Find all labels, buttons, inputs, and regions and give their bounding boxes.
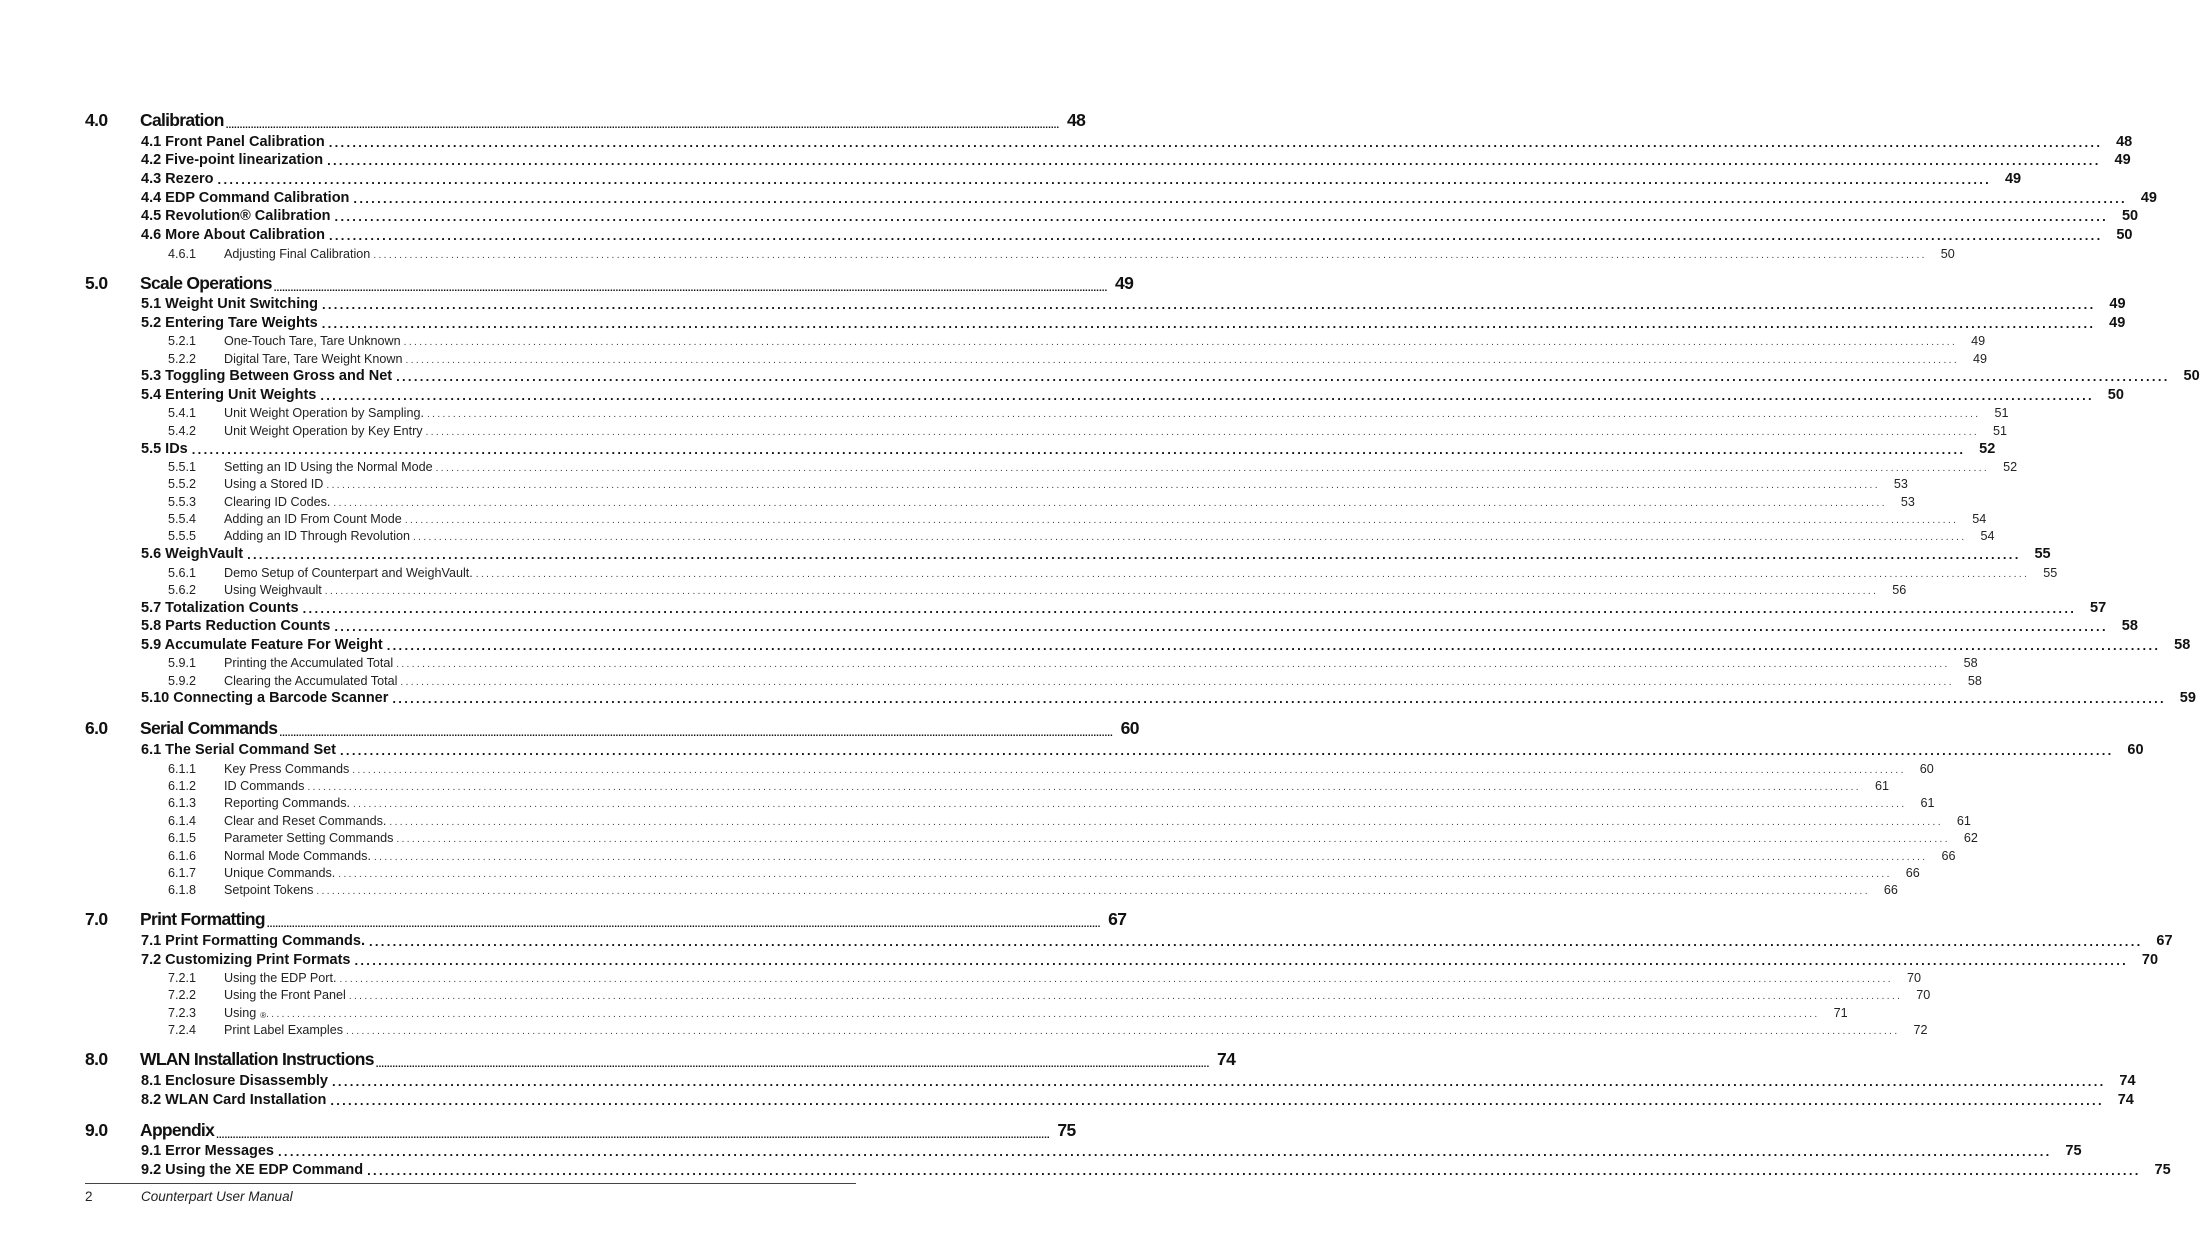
toc-entry-title: 4.2 Five-point linearization bbox=[141, 152, 324, 169]
toc-entry-title: 8.2 WLAN Card Installation bbox=[141, 1091, 327, 1108]
toc-entry-page: 74 bbox=[1216, 1049, 1236, 1070]
toc-entry-page: 50 bbox=[2183, 368, 2200, 385]
toc-sub-7-2-2[interactable] bbox=[85, 985, 1931, 1003]
toc-entry-page: 49 bbox=[2004, 171, 2022, 188]
toc-entry-page: 58 bbox=[1967, 673, 1982, 688]
toc-entry-title: 5.5 IDs bbox=[141, 440, 188, 457]
toc-section-5-9[interactable] bbox=[85, 634, 2191, 653]
toc-dot-leader: ............................................................................................................................................................................................................................................................................................................ bbox=[348, 991, 1903, 1003]
toc-dot-leader: ............................................................................................................................................................................................................................................................................................................ bbox=[302, 600, 2077, 616]
toc-sub-5-4-2[interactable] bbox=[85, 420, 2008, 438]
toc-sub-6-1-1[interactable] bbox=[85, 758, 1934, 776]
toc-dot-leader: ............................................................................................................................................................................................................................................................................................................ bbox=[328, 134, 2103, 150]
toc-dot-leader: ............................................................................................................................................................................................................................................................................................................ bbox=[352, 764, 1906, 776]
toc-dot-leader: ............................................................................................................................................................................................................................................................................................................ bbox=[334, 209, 2109, 225]
toc-entry-page: 60 bbox=[2127, 742, 2144, 759]
toc-entry-number: 9.0 bbox=[85, 1119, 108, 1140]
toc-dot-leader: ............................................................................................................................................................................................................................................................................................................ bbox=[316, 886, 1870, 898]
toc-sub-5-9-2[interactable] bbox=[85, 670, 1982, 688]
toc-section-5-8[interactable] bbox=[85, 616, 2138, 635]
toc-entry-title: 4.1 Front Panel Calibration bbox=[141, 133, 325, 150]
toc-entry-number: 5.2.2 bbox=[168, 351, 197, 366]
toc-section-8-1[interactable] bbox=[85, 1070, 2136, 1089]
toc-entry-number: 5.5.3 bbox=[168, 494, 197, 509]
toc-entry-title: Print Formatting bbox=[140, 909, 265, 930]
toc-entry-page: 71 bbox=[1833, 1005, 1848, 1020]
toc-entry-title: Appendix bbox=[140, 1119, 215, 1140]
toc-entry-title: Using bbox=[224, 1005, 257, 1020]
toc-sub-5-2-1[interactable] bbox=[85, 331, 1986, 349]
toc-sub-5-5-4[interactable] bbox=[85, 509, 1987, 527]
toc-entry-number: 5.6.2 bbox=[168, 582, 197, 597]
toc-dot-leader: ............................................................................................................................................................................................................................................................................................................ bbox=[225, 120, 1060, 131]
toc-sub-7-2-1[interactable] bbox=[85, 968, 1921, 986]
toc-entry-number: 5.6.1 bbox=[168, 565, 197, 580]
toc-sub-6-1-3[interactable] bbox=[85, 793, 1935, 811]
toc-entry-title: 5.1 Weight Unit Switching bbox=[141, 296, 318, 313]
toc-sub-6-1-4[interactable] bbox=[85, 810, 1971, 828]
toc-dot-leader: ............................................................................................................................................................................................................................................................................................................ bbox=[373, 249, 1927, 261]
toc-entry-title: 5.8 Parts Reduction Counts bbox=[141, 618, 331, 635]
toc-dot-leader: ............................................................................................................................................................................................................................................................................................................ bbox=[320, 388, 2094, 404]
toc-sub-5-5-2[interactable] bbox=[85, 474, 1908, 492]
toc-entry-number: 8.0 bbox=[85, 1049, 108, 1070]
toc-entry-title: 5.6 WeighVault bbox=[141, 546, 244, 563]
toc-entry-page: 58 bbox=[2121, 618, 2138, 635]
toc-section-4-6[interactable] bbox=[85, 224, 2133, 244]
toc-entry-number: 5.9.1 bbox=[168, 656, 197, 671]
toc-entry-page: 52 bbox=[2003, 459, 2018, 474]
toc-dot-leader: ............................................................................................................................................................................................................................................................................................................ bbox=[475, 568, 2030, 580]
toc-entry-page: 50 bbox=[1940, 246, 1955, 261]
toc-sub-7-2-3[interactable] bbox=[85, 1002, 1848, 1020]
toc-dot-leader: ............................................................................................................................................................................................................................................................................................................ bbox=[247, 547, 2021, 563]
toc-dot-leader: ............................................................................................................................................................................................................................................................................................................ bbox=[367, 1162, 2141, 1178]
toc-entry-number: 6.1.8 bbox=[168, 883, 197, 898]
toc-dot-leader: ............................................................................................................................................................................................................................................................................................................ bbox=[400, 676, 1954, 688]
footer-divider bbox=[85, 1183, 856, 1184]
toc-entry-page: 67 bbox=[1108, 909, 1127, 930]
toc-entry-number: 5.5.4 bbox=[168, 512, 197, 527]
toc-entry-page: 49 bbox=[1971, 334, 1986, 349]
toc-entry-number: 7.2.4 bbox=[168, 1023, 197, 1038]
toc-entry-title: Parameter Setting Commands bbox=[224, 831, 394, 846]
footer-manual-title: Counterpart User Manual bbox=[141, 1189, 293, 1204]
toc-entry-page: 54 bbox=[1972, 512, 1987, 527]
toc-chapter-7-0[interactable] bbox=[85, 905, 1127, 931]
toc-section-5-7[interactable] bbox=[85, 597, 2107, 616]
toc-entry-title: WLAN Installation Instructions bbox=[140, 1049, 374, 1070]
toc-entry-number: 4.0 bbox=[85, 110, 108, 130]
toc-dot-leader: ............................................................................................................................................................................................................................................................................................................ bbox=[330, 1092, 2104, 1108]
toc-entry-page: 51 bbox=[1994, 406, 2009, 421]
toc-section-5-4[interactable] bbox=[85, 384, 2124, 404]
toc-section-8-2[interactable] bbox=[85, 1089, 2134, 1108]
toc-entry-title: 5.2 Entering Tare Weights bbox=[141, 314, 318, 331]
toc-section-5-6[interactable] bbox=[85, 543, 2051, 563]
toc-entry-title: 9.1 Error Messages bbox=[141, 1143, 274, 1160]
toc-dot-leader: ............................................................................................................................................................................................................................................................................................................ bbox=[392, 691, 2166, 707]
toc-section-4-1[interactable] bbox=[85, 131, 2133, 150]
toc-chapter-8-0[interactable] bbox=[85, 1045, 1236, 1071]
toc-dot-leader: ............................................................................................................................................................................................................................................................................................................ bbox=[405, 354, 1960, 366]
toc-section-5-3[interactable] bbox=[85, 366, 2200, 385]
toc-entry-page: 60 bbox=[1120, 718, 1139, 739]
toc-dot-leader: ............................................................................................................................................................................................................................................................................................................ bbox=[307, 781, 1861, 793]
toc-section-9-2[interactable] bbox=[85, 1159, 2171, 1178]
toc-entry-number: 6.1.6 bbox=[168, 848, 197, 863]
toc-dot-leader: ............................................................................................................................................................................................................................................................................................................ bbox=[426, 409, 1981, 421]
toc-dot-leader: ............................................................................................................................................................................................................................................................................................................ bbox=[333, 497, 1887, 509]
toc-entry-number: 5.4.2 bbox=[168, 423, 197, 438]
toc-dot-leader: ............................................................................................................................................................................................................................................................................................................ bbox=[340, 743, 2114, 759]
toc-section-4-4[interactable] bbox=[85, 187, 2157, 206]
toc-sub-4-6-1[interactable] bbox=[85, 243, 1955, 261]
toc-sub-6-1-6[interactable] bbox=[85, 845, 1956, 863]
toc-entry-number: 5.2.1 bbox=[168, 334, 197, 349]
toc-dot-leader: ............................................................................................................................................................................................................................................................................................................ bbox=[266, 1008, 1820, 1020]
toc-entry-title: Print Label Examples bbox=[224, 1023, 344, 1038]
toc-entry-title: Key Press Commands bbox=[224, 761, 350, 776]
toc-entry-number: 4.6.1 bbox=[168, 246, 197, 261]
toc-entry-page: 74 bbox=[2119, 1072, 2136, 1089]
registered-mark: ® bbox=[260, 1010, 267, 1020]
toc-dot-leader: ............................................................................................................................................................................................................................................................................................................ bbox=[425, 426, 1980, 438]
toc-entry-number: 6.0 bbox=[85, 718, 108, 739]
toc-entry-title: Unit Weight Operation by Key Entry bbox=[224, 423, 423, 438]
toc-entry-page: 49 bbox=[1115, 272, 1134, 293]
toc-sub-6-1-5[interactable] bbox=[85, 828, 1978, 846]
toc-chapter-5-0[interactable] bbox=[85, 269, 1134, 294]
toc-entry-title: 7.2 Customizing Print Formats bbox=[141, 951, 351, 968]
toc-entry-number: 5.5.1 bbox=[168, 459, 197, 474]
toc-entry-number: 6.1.5 bbox=[168, 831, 197, 846]
toc-entry-page: 56 bbox=[1892, 582, 1907, 597]
toc-dot-leader: ............................................................................................................................................................................................................................................................................................................ bbox=[396, 369, 2170, 385]
toc-entry-title: 5.4 Entering Unit Weights bbox=[141, 387, 317, 404]
toc-dot-leader: ............................................................................................................................................................................................................................................................................................................ bbox=[375, 1059, 1210, 1071]
toc-entry-number: 5.0 bbox=[85, 272, 108, 293]
toc-entry-title: Calibration bbox=[140, 110, 224, 130]
toc-dot-leader: ............................................................................................................................................................................................................................................................................................................ bbox=[389, 816, 1943, 828]
toc-entry-page: 61 bbox=[1956, 813, 1971, 828]
toc-entry-title: 9.2 Using the XE EDP Command bbox=[141, 1161, 364, 1178]
toc-entry-page: 55 bbox=[2043, 565, 2058, 580]
toc-dot-leader: ............................................................................................................................................................................................................................................................................................................ bbox=[321, 297, 2096, 313]
toc-entry-title: Demo Setup of Counterpart and WeighVault. bbox=[224, 565, 473, 580]
toc-entry-page: 66 bbox=[1883, 883, 1898, 898]
toc-entry-number: 7.2.1 bbox=[168, 971, 197, 986]
toc-dot-leader: ............................................................................................................................................................................................................................................................................................................ bbox=[403, 337, 1958, 349]
toc-sub-5-2-2[interactable] bbox=[85, 348, 1988, 366]
toc-entry-page: 50 bbox=[2116, 227, 2133, 244]
toc-entry-page: 75 bbox=[1057, 1119, 1076, 1140]
toc-entry-title: Using Weighvault bbox=[224, 582, 322, 597]
toc-entry-page: 52 bbox=[1979, 440, 1996, 457]
toc-entry-title: Using a Stored ID bbox=[224, 477, 324, 492]
toc-entry-title: 5.3 Toggling Between Gross and Net bbox=[141, 368, 393, 385]
toc-entry-number: 7.2.3 bbox=[168, 1005, 197, 1020]
toc-entry-title: Printing the Accumulated Total bbox=[224, 656, 394, 671]
toc-dot-leader: ............................................................................................................................................................................................................................................................................................................ bbox=[321, 315, 2096, 331]
toc-entry-number: 6.1.2 bbox=[168, 778, 197, 793]
toc-section-7-1[interactable] bbox=[85, 930, 2173, 949]
toc-sub-5-6-1[interactable] bbox=[85, 562, 2058, 580]
toc-entry-title: 4.4 EDP Command Calibration bbox=[141, 189, 350, 206]
toc-entry-page: 61 bbox=[1874, 778, 1889, 793]
toc-dot-leader: ............................................................................................................................................................................................................................................................................................................ bbox=[339, 974, 1893, 986]
toc-dot-leader: ............................................................................................................................................................................................................................................................................................................ bbox=[396, 834, 1950, 846]
toc-dot-leader: ............................................................................................................................................................................................................................................................................................................ bbox=[404, 515, 1959, 527]
toc-section-7-2[interactable] bbox=[85, 949, 2159, 968]
toc-dot-leader: ............................................................................................................................................................................................................................................................................................................ bbox=[278, 1144, 2052, 1160]
toc-dot-leader: ............................................................................................................................................................................................................................................................................................................ bbox=[266, 919, 1101, 931]
toc-dot-leader: ............................................................................................................................................................................................................................................................................................................ bbox=[435, 462, 1990, 474]
toc-dot-leader: ............................................................................................................................................................................................................................................................................................................ bbox=[332, 1073, 2106, 1089]
toc-entry-number: 7.0 bbox=[85, 909, 108, 930]
toc-entry-title: 5.9 Accumulate Feature For Weight bbox=[141, 637, 383, 653]
toc-entry-page: 49 bbox=[1973, 351, 1988, 366]
toc-entry-title: 6.1 The Serial Command Set bbox=[141, 742, 337, 759]
toc-entry-page: 54 bbox=[1980, 529, 1995, 544]
toc-section-4-2[interactable] bbox=[85, 150, 2131, 169]
toc-entry-page: 49 bbox=[2109, 314, 2126, 331]
toc-entry-title: 4.6 More About Calibration bbox=[141, 227, 325, 244]
toc-chapter-6-0[interactable] bbox=[85, 714, 1139, 740]
toc-entry-page: 49 bbox=[2140, 189, 2157, 206]
toc-entry-page: 55 bbox=[2034, 546, 2051, 563]
toc-entry-title: Reporting Commands. bbox=[224, 796, 350, 811]
toc-dot-leader: ............................................................................................................................................................................................................................................................................................................ bbox=[273, 282, 1108, 294]
toc-dot-leader: ............................................................................................................................................................................................................................................................................................................ bbox=[373, 851, 1928, 863]
toc-entry-title: 8.1 Enclosure Disassembly bbox=[141, 1072, 328, 1089]
toc-entry-title: 5.7 Totalization Counts bbox=[141, 599, 299, 616]
toc-entry-title: ID Commands bbox=[224, 778, 305, 793]
table-of-contents bbox=[85, 106, 2200, 1178]
toc-entry-title: Scale Operations bbox=[140, 272, 272, 293]
toc-section-9-1[interactable] bbox=[85, 1141, 2082, 1160]
toc-entry-page: 51 bbox=[1993, 423, 2008, 438]
toc-section-5-10[interactable] bbox=[85, 688, 2196, 707]
toc-dot-leader: ............................................................................................................................................................................................................................................................................................................ bbox=[354, 952, 2129, 968]
toc-entry-title: 4.5 Revolution® Calibration bbox=[141, 208, 331, 225]
toc-dot-leader: ............................................................................................................................................................................................................................................................................................................ bbox=[216, 1129, 1050, 1141]
toc-dot-leader: ............................................................................................................................................................................................................................................................................................................ bbox=[413, 532, 1967, 544]
toc-entry-title: Setting an ID Using the Normal Mode bbox=[224, 459, 433, 474]
toc-entry-page: 50 bbox=[2121, 208, 2139, 225]
toc-dot-leader: ............................................................................................................................................................................................................................................................................................................ bbox=[386, 638, 2161, 653]
toc-dot-leader: ............................................................................................................................................................................................................................................................................................................ bbox=[327, 153, 2101, 169]
toc-entry-title: 5.10 Connecting a Barcode Scanner bbox=[141, 690, 389, 707]
toc-entry-title: Serial Commands bbox=[140, 718, 278, 739]
toc-entry-page: 61 bbox=[1920, 796, 1935, 811]
toc-dot-leader: ............................................................................................................................................................................................................................................................................................................ bbox=[353, 799, 1907, 811]
toc-sub-5-5-5[interactable] bbox=[85, 526, 1995, 544]
toc-sub-5-5-3[interactable] bbox=[85, 491, 1915, 509]
toc-entry-page: 62 bbox=[1963, 831, 1978, 846]
toc-entry-page: 72 bbox=[1913, 1023, 1928, 1038]
toc-entry-page: 66 bbox=[1905, 865, 1920, 880]
toc-entry-number: 6.1.3 bbox=[168, 796, 197, 811]
toc-dot-leader: ............................................................................................................................................................................................................................................................................................................ bbox=[338, 868, 1892, 880]
toc-entry-title: Digital Tare, Tare Weight Known bbox=[224, 351, 403, 366]
toc-entry-number: 5.4.1 bbox=[168, 406, 197, 421]
toc-sub-7-2-4[interactable] bbox=[85, 1020, 1928, 1038]
toc-dot-leader: ............................................................................................................................................................................................................................................................................................................ bbox=[324, 585, 1879, 597]
footer-page-number: 2 bbox=[85, 1189, 93, 1204]
toc-entry-page: 58 bbox=[1963, 656, 1978, 671]
toc-entry-page: 60 bbox=[1919, 761, 1934, 776]
toc-entry-page: 58 bbox=[2174, 637, 2191, 653]
toc-entry-number: 6.1.1 bbox=[168, 761, 197, 776]
toc-dot-leader: ............................................................................................................................................................................................................................................................................................................ bbox=[217, 172, 1992, 188]
toc-section-5-5[interactable] bbox=[85, 438, 1996, 457]
toc-chapter-4-0[interactable] bbox=[85, 106, 1086, 131]
toc-entry-page: 75 bbox=[2065, 1143, 2082, 1160]
toc-sub-5-6-2[interactable] bbox=[85, 580, 1907, 597]
toc-entry-number: 7.2.2 bbox=[168, 988, 197, 1003]
toc-dot-leader: ............................................................................................................................................................................................................................................................................................................ bbox=[346, 1026, 1900, 1038]
toc-entry-page: 70 bbox=[2141, 951, 2159, 968]
toc-entry-number: 6.1.7 bbox=[168, 865, 197, 880]
toc-chapter-9-0[interactable] bbox=[85, 1116, 1076, 1141]
toc-entry-page: 53 bbox=[1893, 477, 1908, 492]
toc-entry-title: Clear and Reset Commands. bbox=[224, 813, 387, 828]
toc-entry-title: Normal Mode Commands. bbox=[224, 848, 371, 863]
toc-dot-leader: ............................................................................................................................................................................................................................................................................................................ bbox=[328, 228, 2103, 244]
toc-entry-title: One-Touch Tare, Tare Unknown bbox=[224, 334, 401, 349]
toc-entry-title: Using the EDP Port. bbox=[224, 971, 337, 986]
toc-sub-5-5-1[interactable] bbox=[85, 457, 2018, 474]
toc-entry-title: Setpoint Tokens bbox=[224, 883, 314, 898]
toc-entry-title: Unique Commands. bbox=[224, 865, 336, 880]
toc-entry-page: 48 bbox=[1066, 110, 1086, 130]
toc-section-6-1[interactable] bbox=[85, 739, 2144, 759]
toc-sub-6-1-8[interactable] bbox=[85, 880, 1898, 898]
toc-entry-title: 7.1 Print Formatting Commands. bbox=[141, 932, 365, 949]
toc-entry-page: 48 bbox=[2116, 133, 2133, 150]
toc-entry-title: Clearing the Accumulated Total bbox=[224, 673, 398, 688]
toc-entry-title: Using the Front Panel bbox=[224, 988, 346, 1003]
toc-sub-6-1-7[interactable] bbox=[85, 863, 1920, 880]
toc-entry-number: 5.9.2 bbox=[168, 673, 197, 688]
toc-entry-page: 49 bbox=[2109, 296, 2126, 313]
toc-section-5-1[interactable] bbox=[85, 294, 2126, 313]
toc-dot-leader: ............................................................................................................................................................................................................................................................................................................ bbox=[396, 659, 1950, 671]
toc-entry-page: 57 bbox=[2090, 599, 2107, 616]
toc-entry-page: 49 bbox=[2114, 152, 2131, 169]
toc-entry-page: 53 bbox=[1900, 494, 1915, 509]
toc-section-4-3[interactable] bbox=[85, 168, 2022, 188]
toc-entry-number: 5.5.5 bbox=[168, 529, 197, 544]
toc-sub-5-4-1[interactable] bbox=[85, 403, 2009, 421]
toc-dot-leader: ............................................................................................................................................................................................................................................................................................................ bbox=[191, 441, 1966, 457]
toc-dot-leader: ............................................................................................................................................................................................................................................................................................................ bbox=[353, 190, 2127, 206]
toc-entry-title: Adjusting Final Calibration bbox=[224, 246, 371, 261]
toc-sub-5-9-1[interactable] bbox=[85, 653, 1978, 671]
toc-dot-leader: ............................................................................................................................................................................................................................................................................................................ bbox=[334, 619, 2108, 635]
toc-sub-6-1-2[interactable] bbox=[85, 776, 1889, 793]
toc-section-4-5[interactable] bbox=[85, 206, 2139, 225]
toc-entry-page: 59 bbox=[2179, 690, 2196, 707]
toc-section-5-2[interactable] bbox=[85, 312, 2126, 331]
toc-entry-title: 4.3 Rezero bbox=[141, 171, 214, 188]
toc-entry-title: Adding an ID From Count Mode bbox=[224, 512, 402, 527]
toc-dot-leader: ............................................................................................................................................................................................................................................................................................................ bbox=[279, 728, 1113, 740]
toc-entry-page: 70 bbox=[1916, 988, 1931, 1003]
toc-dot-leader: ............................................................................................................................................................................................................................................................................................................ bbox=[368, 933, 2143, 949]
toc-dot-leader: ............................................................................................................................................................................................................................................................................................................ bbox=[326, 480, 1880, 492]
toc-entry-page: 67 bbox=[2156, 932, 2173, 949]
toc-entry-number: 6.1.4 bbox=[168, 813, 197, 828]
toc-entry-number: 5.5.2 bbox=[168, 477, 197, 492]
toc-entry-page: 50 bbox=[2107, 387, 2124, 404]
toc-entry-page: 74 bbox=[2117, 1091, 2134, 1108]
toc-entry-page: 66 bbox=[1941, 848, 1956, 863]
toc-entry-page: 75 bbox=[2154, 1161, 2171, 1178]
toc-entry-title: Clearing ID Codes. bbox=[224, 494, 331, 509]
toc-entry-page: 70 bbox=[1906, 971, 1921, 986]
toc-entry-title: Unit Weight Operation by Sampling. bbox=[224, 406, 424, 421]
toc-entry-title: Adding an ID Through Revolution bbox=[224, 529, 410, 544]
